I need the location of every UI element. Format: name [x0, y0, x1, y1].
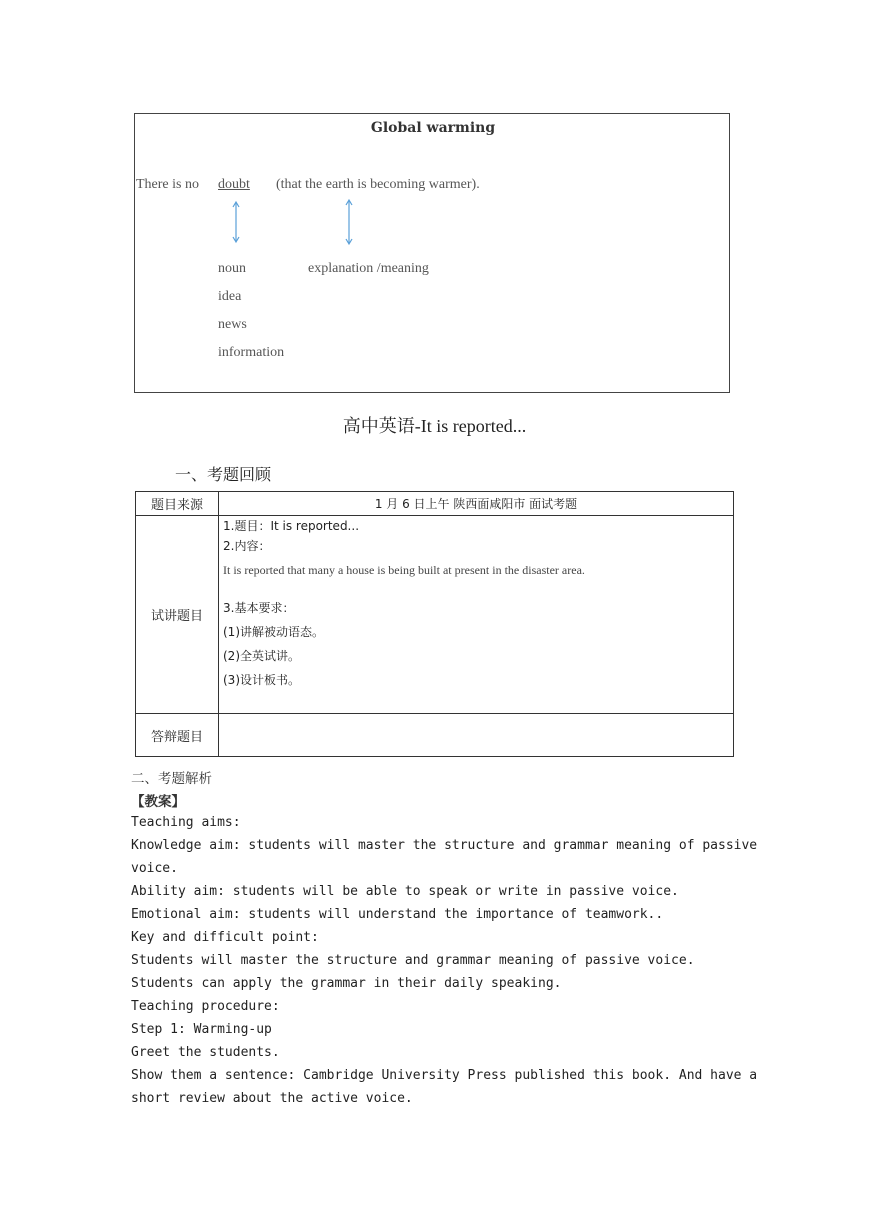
label-information: information	[218, 345, 285, 360]
topic-label: 试讲题目	[136, 516, 219, 714]
table-row	[136, 492, 734, 516]
plan-line: short review about the active voice.	[131, 1091, 413, 1106]
topic-content	[219, 516, 734, 714]
label-noun: noun	[218, 261, 246, 276]
label-news: news	[218, 317, 247, 332]
plan-line: Knowledge aim: students will master the structure and grammar meaning of passive	[131, 838, 758, 853]
label-explanation: explanation /meaning	[308, 261, 429, 276]
topic-line: (2)全英试讲。	[223, 649, 300, 663]
topic-line: 3.基本要求：	[223, 601, 295, 615]
plan-line: Emotional aim: students will understand the importance of teamwork..	[131, 907, 664, 922]
plan-line: Teaching procedure:	[131, 999, 280, 1014]
topic-line-text: 1.题目：It is reported...	[223, 519, 360, 533]
table-row	[136, 714, 734, 757]
plan-line: Greet the students.	[131, 1045, 280, 1060]
label-idea: idea	[218, 289, 242, 304]
plan-line: Step 1: Warming-up	[131, 1022, 272, 1037]
plan-label: 【教案】	[131, 794, 185, 810]
plan-line: Key and difficult point:	[131, 930, 319, 945]
source-label: 题目来源	[136, 492, 219, 516]
source-value: 1 月 6 日上午 陕西面咸阳市 面试考题	[219, 492, 734, 516]
review-table	[135, 491, 734, 757]
defense-value	[219, 714, 734, 757]
topic-sentence: It is reported that many a house is being built at present in the disaster area.	[223, 563, 585, 577]
table-row	[136, 516, 734, 714]
plan-line: Students will master the structure and grammar meaning of passive voice.	[131, 953, 695, 968]
section1-heading: 一、考题回顾	[175, 465, 272, 484]
topic-line: (1)讲解被动语态。	[223, 625, 324, 639]
left-double-arrow-icon	[230, 200, 242, 244]
board-title: Global warming	[370, 120, 496, 136]
plan-line: Ability aim: students will be able to speak or write in passive voice.	[131, 884, 679, 899]
topic-line	[223, 516, 729, 536]
sentence-key-word: doubt	[218, 177, 250, 192]
defense-label: 答辩题目	[136, 714, 219, 757]
plan-line: Students can apply the grammar in their daily speaking.	[131, 976, 562, 991]
plan-line: Show them a sentence: Cambridge University Press published this book. And have a	[131, 1068, 758, 1083]
sentence-rest: (that the earth is becoming warmer).	[276, 177, 480, 192]
lesson-title: 高中英语-It is reported...	[342, 416, 527, 436]
plan-line: voice.	[131, 861, 178, 876]
blackboard-figure	[134, 113, 730, 393]
plan-line: Teaching aims:	[131, 815, 241, 830]
topic-line: 2.内容：	[223, 539, 271, 553]
topic-line: (3)设计板书。	[223, 673, 300, 687]
right-double-arrow-icon	[343, 198, 355, 246]
lesson-plan-body	[131, 811, 757, 1110]
section2-heading: 二、考题解析	[131, 771, 212, 787]
sentence-prefix: There is no	[136, 177, 199, 192]
